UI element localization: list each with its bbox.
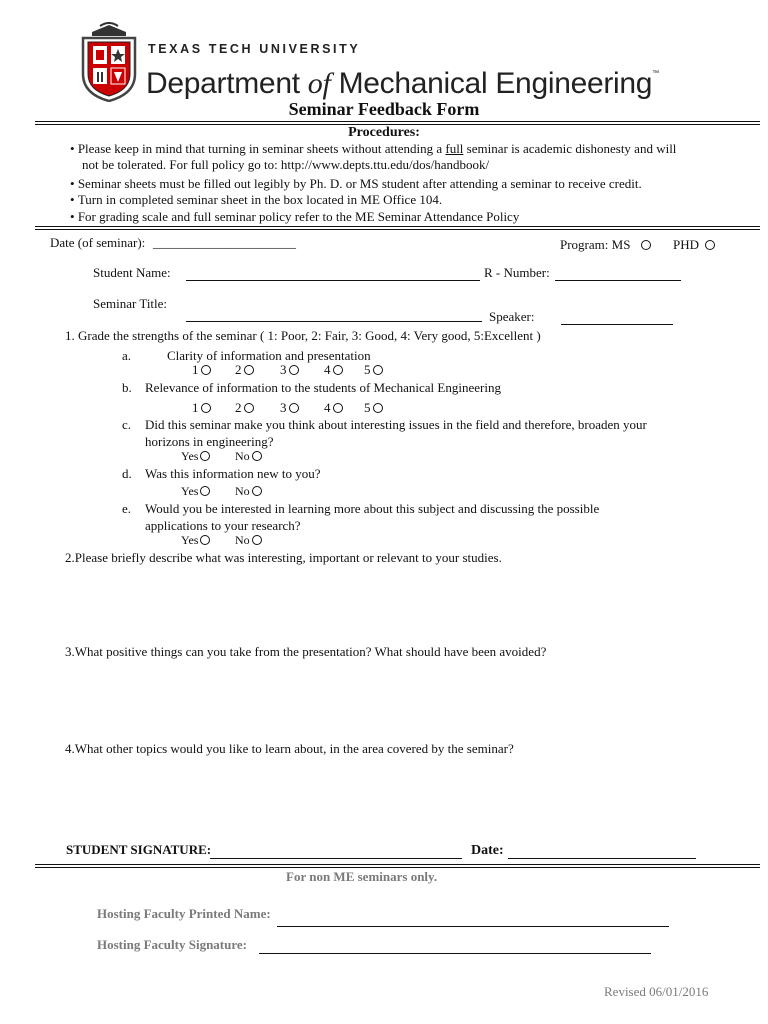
question-3-answer-area[interactable] [65, 662, 755, 734]
q1e-text: Would you be interested in learning more about this subject and discussing the possible [145, 501, 600, 516]
student-signature-label: STUDENT SIGNATURE: [66, 842, 212, 857]
ttu-seal-logo [80, 22, 138, 102]
student-name-field[interactable] [186, 280, 480, 281]
q1a-option-5[interactable]: 5 [364, 362, 383, 377]
q1e-no[interactable]: No [235, 533, 262, 548]
form-title: Seminar Feedback Form [288, 99, 480, 119]
question-4: 4.What other topics would you like to learn about, in the area covered by the seminar? [65, 741, 514, 756]
q1b-option-1[interactable]: 1 [192, 400, 211, 415]
radio-circle[interactable] [201, 365, 211, 375]
speaker-field[interactable] [561, 324, 673, 325]
q1c-letter: c. [122, 417, 132, 432]
radio-circle[interactable] [333, 403, 343, 413]
q1a-text: Clarity of information and presentation [167, 348, 371, 363]
q1d-no[interactable]: No [235, 484, 262, 499]
signature-date-label: Date: [471, 843, 504, 858]
q1c-no[interactable]: No [235, 449, 262, 464]
seminar-title-field[interactable] [186, 321, 482, 322]
question-1: 1. Grade the strengths of the seminar ( 1: Poor, 2: Fair, 3: Good, 4: Very good, 5:Excellent ) [65, 328, 541, 343]
program-label: Program: MS [560, 237, 631, 252]
radio-circle[interactable] [252, 451, 262, 461]
procedure-item-3: • Turn in completed seminar sheet in the box located in ME Office 104. [70, 192, 443, 207]
trademark: ™ [652, 70, 659, 77]
radio-circle[interactable] [200, 451, 210, 461]
radio-circle[interactable] [333, 365, 343, 375]
radio-circle[interactable] [252, 486, 262, 496]
question-2-answer-area[interactable] [65, 568, 755, 640]
program-phd-radio[interactable] [705, 240, 715, 250]
q1e-letter: e. [122, 501, 132, 516]
hosting-faculty-printed-name-label: Hosting Faculty Printed Name: [97, 906, 271, 921]
r-number-label: R - Number: [484, 265, 550, 280]
q1a-option-3[interactable]: 3 [280, 362, 299, 377]
date-of-seminar-field[interactable]: ______________________ [153, 235, 296, 250]
q1a-option-4[interactable]: 4 [324, 362, 343, 377]
date-of-seminar-label: Date (of seminar): [50, 235, 146, 250]
program-ms-radio[interactable] [641, 240, 651, 250]
procedure-item-1: • Please keep in mind that turning in seminar sheets without attending a full seminar is academic dishonesty and will [70, 141, 677, 156]
student-signature-field[interactable] [210, 858, 462, 859]
q1b-option-2[interactable]: 2 [235, 400, 254, 415]
q1b-letter: b. [122, 380, 132, 395]
radio-circle[interactable] [200, 535, 210, 545]
revised-date: Revised 06/01/2016 [604, 984, 709, 999]
student-name-label: Student Name: [93, 265, 171, 280]
hosting-faculty-signature-label: Hosting Faculty Signature: [97, 937, 247, 952]
radio-circle[interactable] [200, 486, 210, 496]
signature-date-field[interactable] [508, 858, 696, 859]
q1a-option-1[interactable]: 1 [192, 362, 211, 377]
q1c-text-line2: horizons in engineering? [145, 434, 274, 449]
q1d-letter: d. [122, 466, 132, 481]
department-of: of [307, 67, 331, 100]
q1b-option-5[interactable]: 5 [364, 400, 383, 415]
question-2: 2.Please briefly describe what was interesting, important or relevant to your studies. [65, 550, 502, 565]
radio-circle[interactable] [373, 365, 383, 375]
q1d-text: Was this information new to you? [145, 466, 321, 481]
top-divider-1 [35, 121, 760, 122]
procedure-item-1-line2: not be tolerated. For full policy go to: http://www.depts.ttu.edu/dos/handbook/ [82, 157, 490, 172]
q1d-yes[interactable]: Yes [181, 484, 210, 499]
q1a-option-2[interactable]: 2 [235, 362, 254, 377]
radio-circle[interactable] [289, 365, 299, 375]
procedures-divider-2 [35, 229, 760, 230]
department-name: Department of Mechanical Engineering™ [146, 67, 659, 100]
hosting-faculty-signature-field[interactable] [259, 953, 651, 954]
q1b-text: Relevance of information to the students of Mechanical Engineering [145, 380, 501, 395]
q1e-yes[interactable]: Yes [181, 533, 210, 548]
bullet: • [70, 141, 78, 156]
procedure-item-4: • For grading scale and full seminar policy refer to the ME Seminar Attendance Policy [70, 209, 520, 224]
bottom-divider-1 [35, 864, 760, 865]
radio-circle[interactable] [289, 403, 299, 413]
radio-circle[interactable] [244, 403, 254, 413]
r-number-field[interactable] [555, 280, 681, 281]
question-3: 3.What positive things can you take from the presentation? What should have been avoided? [65, 644, 547, 659]
university-name: TEXAS TECH UNIVERSITY [148, 42, 361, 56]
q1a-letter: a. [122, 348, 132, 363]
procedure-item-2: • Seminar sheets must be filled out legibly by Ph. D. or MS student after attending a seminar to receive credit. [70, 176, 642, 191]
bottom-divider-2 [35, 867, 760, 868]
q1c-text: Did this seminar make you think about interesting issues in the field and therefore, broaden your [145, 417, 647, 432]
radio-circle[interactable] [244, 365, 254, 375]
q1b-option-4[interactable]: 4 [324, 400, 343, 415]
hosting-faculty-printed-name-field[interactable] [277, 926, 669, 927]
radio-circle[interactable] [252, 535, 262, 545]
radio-circle[interactable] [373, 403, 383, 413]
speaker-label: Speaker: [489, 309, 535, 324]
procedures-heading: Procedures: [348, 125, 420, 140]
q1e-text-line2: applications to your research? [145, 518, 301, 533]
question-4-answer-area[interactable] [65, 759, 755, 831]
q1c-yes[interactable]: Yes [181, 449, 210, 464]
radio-circle[interactable] [201, 403, 211, 413]
procedures-divider-1 [35, 226, 760, 227]
non-me-heading: For non ME seminars only. [286, 869, 438, 884]
program-phd-label: PHD [673, 237, 700, 252]
q1b-option-3[interactable]: 3 [280, 400, 299, 415]
seminar-title-label: Seminar Title: [93, 296, 168, 311]
